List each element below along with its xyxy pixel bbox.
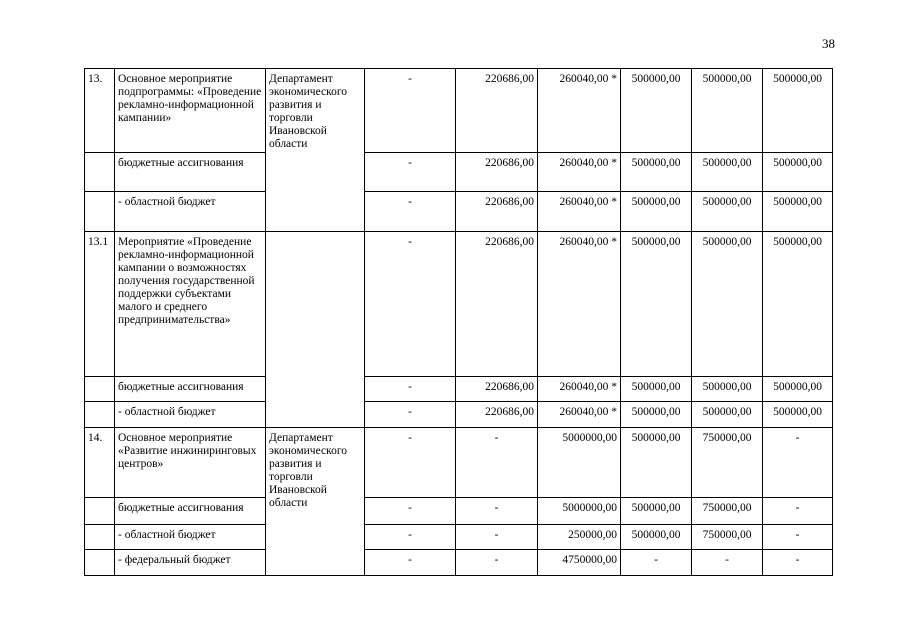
value-cell: 500000,00 (692, 192, 763, 232)
value-cell: - (365, 377, 456, 402)
value-cell: - (692, 550, 763, 576)
value-cell: 750000,00 (692, 498, 763, 525)
row-label: Основное мероприятие «Развитие инжиниринговых центров» (115, 428, 266, 498)
value-cell: 5000000,00 (538, 498, 621, 525)
value-cell: 260040,00 * (538, 153, 621, 192)
value-cell: 250000,00 (538, 525, 621, 550)
row-number: 14. (85, 428, 115, 498)
row-number: 13. (85, 69, 115, 153)
value-cell: 260040,00 * (538, 232, 621, 377)
value-cell: - (365, 69, 456, 153)
row-number (85, 525, 115, 550)
value-cell: 220686,00 (456, 377, 538, 402)
value-cell: 500000,00 (763, 69, 833, 153)
value-cell: 750000,00 (692, 428, 763, 498)
row-label: Основное мероприятие подпрограммы: «Проведение рекламно-информационной кампании» (115, 69, 266, 153)
row-label: бюджетные ассигнования (115, 153, 266, 192)
value-cell: 260040,00 * (538, 192, 621, 232)
row-label: бюджетные ассигнования (115, 377, 266, 402)
page-number: 38 (822, 36, 835, 51)
table-row (85, 232, 833, 377)
value-cell: 220686,00 (456, 153, 538, 192)
value-cell: - (365, 498, 456, 525)
row-number (85, 153, 115, 192)
value-cell: 500000,00 (692, 69, 763, 153)
row-number (85, 192, 115, 232)
table-row (85, 377, 833, 402)
value-cell: 260040,00 * (538, 69, 621, 153)
table-row (85, 402, 833, 428)
value-cell: 500000,00 (621, 232, 692, 377)
value-cell: 5000000,00 (538, 428, 621, 498)
value-cell: 4750000,00 (538, 550, 621, 576)
responsible-department: Департамент экономического развития и торговли Ивановской области (266, 69, 365, 232)
value-cell: 500000,00 (763, 377, 833, 402)
value-cell: 500000,00 (692, 402, 763, 428)
value-cell: - (456, 525, 538, 550)
value-cell: - (365, 153, 456, 192)
row-label: Мероприятие «Проведение рекламно-информационной кампании о возможностях получения государственной поддержки субъектами малого и среднего предпринимательства» (115, 232, 266, 377)
row-label: бюджетные ассигнования (115, 498, 266, 525)
value-cell: 500000,00 (692, 377, 763, 402)
row-number: 13.1 (85, 232, 115, 377)
value-cell: - (763, 525, 833, 550)
value-cell: - (763, 498, 833, 525)
value-cell: 500000,00 (692, 232, 763, 377)
row-label: - областной бюджет (115, 402, 266, 428)
value-cell: - (365, 192, 456, 232)
value-cell: 260040,00 * (538, 377, 621, 402)
value-cell: 500000,00 (763, 153, 833, 192)
value-cell: 500000,00 (763, 402, 833, 428)
value-cell: 500000,00 (621, 402, 692, 428)
value-cell: 220686,00 (456, 69, 538, 153)
budget-table (84, 68, 833, 576)
value-cell: 220686,00 (456, 232, 538, 377)
value-cell: 500000,00 (621, 498, 692, 525)
value-cell: - (763, 550, 833, 576)
value-cell: - (365, 525, 456, 550)
row-number (85, 498, 115, 525)
value-cell: 500000,00 (763, 232, 833, 377)
table-row (85, 153, 833, 192)
value-cell: - (456, 498, 538, 525)
value-cell: 500000,00 (763, 192, 833, 232)
value-cell: 500000,00 (621, 525, 692, 550)
row-number (85, 402, 115, 428)
table-row (85, 498, 833, 525)
table-row (85, 550, 833, 576)
table-row (85, 192, 833, 232)
value-cell: 500000,00 (621, 192, 692, 232)
table-row (85, 428, 833, 498)
row-label: - областной бюджет (115, 525, 266, 550)
value-cell: 220686,00 (456, 192, 538, 232)
value-cell: 500000,00 (621, 153, 692, 192)
table-row (85, 69, 833, 153)
value-cell: 500000,00 (692, 153, 763, 192)
value-cell: 500000,00 (621, 428, 692, 498)
row-label: - областной бюджет (115, 192, 266, 232)
responsible-empty (266, 232, 365, 428)
responsible-department: Департамент экономического развития и торговли Ивановской области (266, 428, 365, 576)
value-cell: - (365, 428, 456, 498)
table-row (85, 525, 833, 550)
value-cell: - (365, 232, 456, 377)
value-cell: - (365, 550, 456, 576)
value-cell: 500000,00 (621, 377, 692, 402)
value-cell: - (456, 550, 538, 576)
value-cell: 220686,00 (456, 402, 538, 428)
value-cell: - (763, 428, 833, 498)
value-cell: 500000,00 (621, 69, 692, 153)
value-cell: 260040,00 * (538, 402, 621, 428)
value-cell: - (365, 402, 456, 428)
value-cell: 750000,00 (692, 525, 763, 550)
row-number (85, 377, 115, 402)
row-label: - федеральный бюджет (115, 550, 266, 576)
value-cell: - (456, 428, 538, 498)
value-cell: - (621, 550, 692, 576)
row-number (85, 550, 115, 576)
